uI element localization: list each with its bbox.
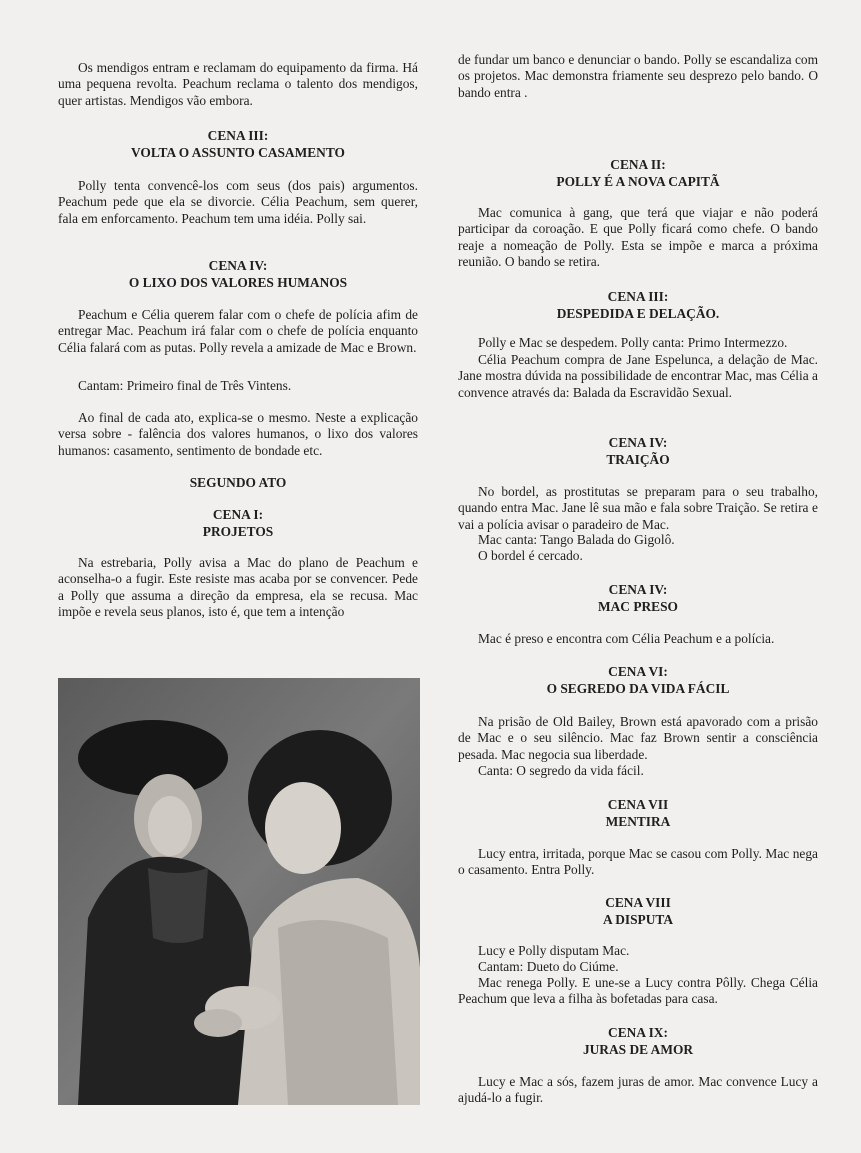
scene-number: CENA IV: (608, 582, 668, 597)
scene-heading (58, 506, 418, 540)
scene-number: CENA IV: (208, 258, 268, 273)
scene-number: CENA IV: (608, 435, 668, 450)
scene-heading (458, 796, 818, 830)
scene-heading (458, 288, 818, 322)
paragraph: Polly e Mac se despedem. Polly canta: Primo Intermezzo. (478, 335, 788, 350)
photograph-two-women-icon (58, 678, 420, 1105)
paragraph: Canta: O segredo da vida fácil. (478, 763, 644, 778)
scene-title: MENTIRA (605, 814, 671, 829)
scene-heading (458, 434, 818, 468)
scene-title: PROJETOS (202, 524, 274, 539)
paragraph: O bordel é cercado. (478, 548, 583, 563)
scene-number: CENA III: (607, 289, 669, 304)
paragraph: Lucy entra, irritada, porque Mac se casou com Polly. Mac nega o casamento. Entra Polly. (458, 846, 818, 878)
scene-title: VOLTA O ASSUNTO CASAMENTO (131, 145, 345, 160)
scene-title: POLLY É A NOVA CAPITÃ (556, 174, 720, 189)
paragraph: Célia Peachum compra de Jane Espelunca, a delação de Mac. Jane mostra dúvida na possibilidade de encontrar Mac, mas Célia a convence através da: Balada da Escravidão Sexual. (458, 352, 818, 400)
paragraph: Mac é preso e encontra com Célia Peachum e a polícia. (478, 631, 775, 646)
scene-title: O SEGREDO DA VIDA FÁCIL (546, 681, 730, 696)
scene-heading (458, 1024, 818, 1058)
paragraph: Polly tenta convencê-los com seus (dos pais) argumentos. Peachum pede que ela se divorcie. Célia Peachum, sem querer, fala em enforcamento. Peachum tem uma idéia. Polly sai. (58, 178, 418, 226)
scene-heading (58, 127, 418, 161)
scene-title: DESPEDIDA E DELAÇÃO. (556, 306, 720, 321)
paragraph: de fundar um banco e denunciar o bando. Polly se escandaliza com os projetos. Mac demonstra friamente seu desprezo pelo bando. O bando entra . (458, 52, 818, 100)
paragraph: Lucy e Polly disputam Mac. (478, 943, 630, 958)
paragraph: Lucy e Mac a sós, fazem juras de amor. Mac convence Lucy a ajudá-lo a fugir. (458, 1074, 818, 1106)
paragraph: Mac canta: Tango Balada do Gigolô. (478, 532, 675, 547)
paragraph: Cantam: Dueto do Ciúme. (478, 959, 619, 974)
scene-number: CENA IX: (608, 1025, 668, 1040)
scene-heading (458, 156, 818, 190)
paragraph: Ao final de cada ato, explica-se o mesmo. Neste a explicação versa sobre - falência dos valores humanos, o lixo dos valores humanos: casamento, sentimento de bondade etc. (58, 410, 418, 458)
scene-number: CENA III: (207, 128, 269, 143)
scene-heading (458, 581, 818, 615)
scene-number: CENA I: (212, 507, 264, 522)
scene-title: O LIXO DOS VALORES HUMANOS (128, 275, 348, 290)
scene-number: CENA VI: (608, 664, 668, 679)
paragraph: Os mendigos entram e reclamam do equipamento da firma. Há uma pequena revolta. Peachum reclama o talento dos mendigos, quer artistas. Mendigos vão embora. (58, 60, 418, 108)
paragraph: Mac comunica à gang, que terá que viajar e não poderá participar da coroação. E que Polly ficará como chefe. O bando reaje a nomeação de Polly. Esta se impõe e marca a próxima reunião. O bando se retira. (458, 205, 818, 270)
paragraph: Cantam: Primeiro final de Três Vintens. (78, 378, 292, 393)
scene-number: CENA VII (607, 797, 669, 812)
paragraph: Peachum e Célia querem falar com o chefe de polícia afim de entregar Mac. Peachum irá falar com o chefe de polícia enquanto Célia falará com as putas. Polly revela a amizade de Mac e Brown. (58, 307, 418, 355)
scene-title: TRAIÇÃO (606, 452, 670, 467)
act-heading: SEGUNDO ATO (189, 475, 287, 490)
paragraph: No bordel, as prostitutas se preparam para o seu trabalho, quando entra Mac. Jane lê sua mão e fala sobre Traição. Se retira e vai a polícia avisar o paradeiro de Mac. (458, 484, 818, 532)
scene-number: CENA II: (610, 157, 666, 172)
scene-title: MAC PRESO (598, 599, 678, 614)
paragraph: Na estrebaria, Polly avisa a Mac do plano de Peachum e aconselha-o a fugir. Este resiste mas acaba por se convencer. Pede a Polly que assuma a direção da empresa, ela se recusa. Mac impõe e revela seus planos, isto é, que tem a intenção (58, 555, 418, 620)
scene-heading (58, 257, 418, 291)
scene-number: CENA VIII (605, 895, 671, 910)
scene-title: JURAS DE AMOR (582, 1042, 694, 1057)
paragraph: Mac renega Polly. E une-se a Lucy contra Pôlly. Chega Célia Peachum que leva a filha às bofetadas para casa. (458, 975, 818, 1007)
scene-title: A DISPUTA (602, 912, 674, 927)
scene-heading (458, 663, 818, 697)
scene-heading (458, 894, 818, 928)
paragraph: Na prisão de Old Bailey, Brown está apavorado com a prisão de Mac e o seu silêncio. Mac faz Brown sentir a consciência pesada. Mac negocia sua liberdade. (458, 714, 818, 762)
